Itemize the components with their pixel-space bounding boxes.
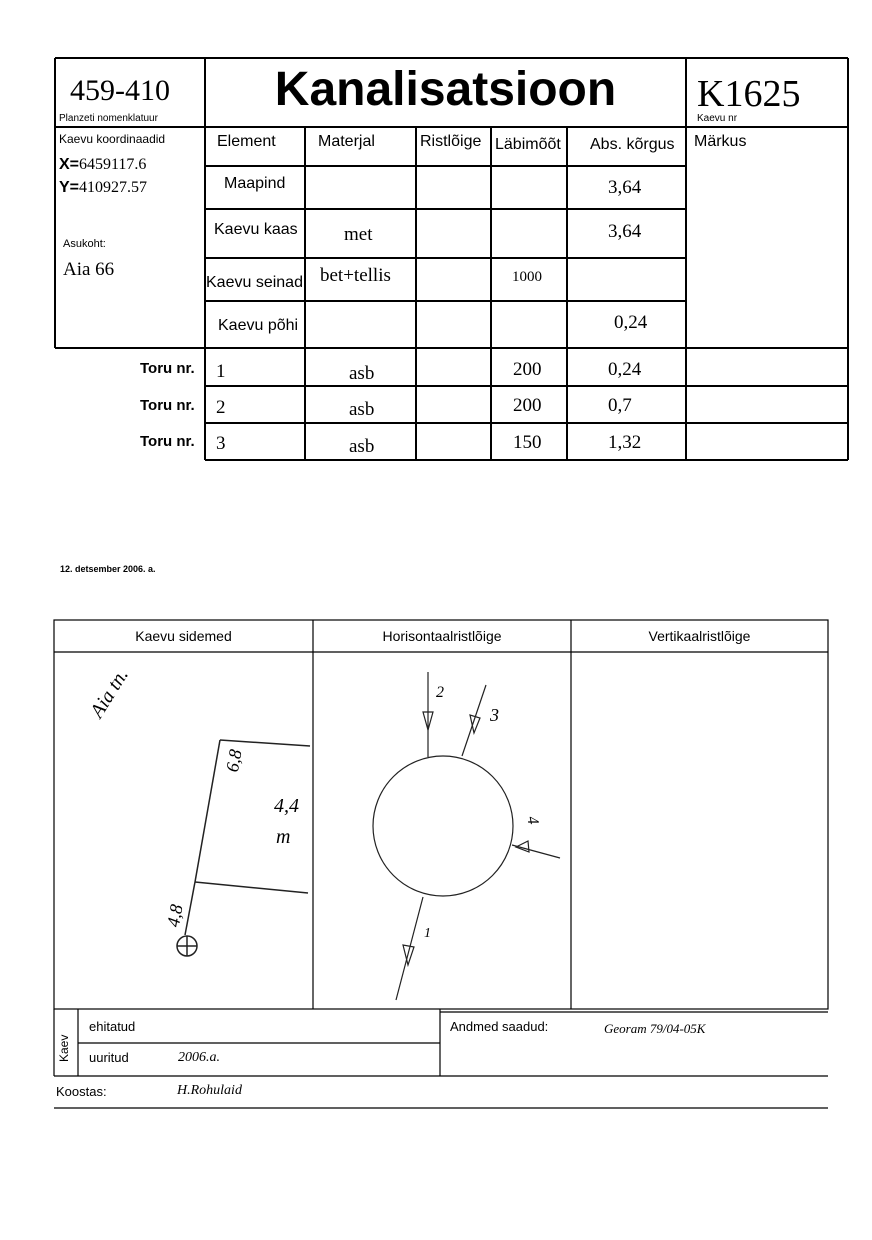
col-material: Materjal <box>318 133 375 150</box>
surveyed-value: 2006.a. <box>178 1050 220 1065</box>
location-label: Asukoht: <box>63 238 106 250</box>
row-element: Kaevu kaas <box>214 221 298 238</box>
pipe-label-1: 1 <box>424 926 431 941</box>
nomenclature-label: Planzeti nomenklatuur <box>59 113 158 124</box>
row-element: Maapind <box>224 175 286 192</box>
col-section: Ristlõige <box>420 133 482 150</box>
pipe-label: Toru nr. <box>140 397 195 414</box>
pipe-diameter: 200 <box>513 395 542 416</box>
coord-x-value: 6459117.6 <box>79 156 147 173</box>
distance-44: 4,4 <box>274 795 299 817</box>
surveyed-label: uuritud <box>89 1050 129 1065</box>
section-drawing <box>373 672 560 1000</box>
pipe-material: asb <box>349 436 375 457</box>
row-material: met <box>344 224 373 245</box>
pipe-diameter: 150 <box>513 432 542 453</box>
coord-x <box>59 156 146 174</box>
col-diameter: Läbimõõt <box>495 136 561 153</box>
pipe-label: Toru nr. <box>140 433 195 450</box>
unit-m: m <box>276 826 291 848</box>
row-elevation: 3,64 <box>608 221 642 242</box>
source-label: Andmed saadud: <box>450 1019 549 1034</box>
coord-y-label: Y= <box>59 179 80 196</box>
coord-x-label: X= <box>59 156 80 173</box>
pipe-label-4: 4 <box>523 815 542 826</box>
col-notes: Märkus <box>694 133 747 150</box>
pipe-label: Toru nr. <box>140 360 195 377</box>
pipe-no: 3 <box>216 433 226 454</box>
street-annotation: Aia tn. <box>86 664 133 722</box>
location-value: Aia 66 <box>63 259 115 280</box>
author-label: Koostas: <box>56 1084 107 1099</box>
pipe-elevation: 0,7 <box>608 395 632 416</box>
page-title: Kanalisatsioon <box>274 63 617 116</box>
col-elevation: Abs. kõrgus <box>590 136 675 153</box>
pipe-no: 1 <box>216 361 226 382</box>
row-element: Kaevu seinad <box>206 274 303 291</box>
row-element: Kaevu põhi <box>218 317 299 334</box>
well-number: K1625 <box>697 73 801 115</box>
nomenclature-value: 459-410 <box>70 74 170 107</box>
coords-label: Kaevu koordinaadid <box>59 132 166 146</box>
coord-y <box>59 179 147 197</box>
kaev-label: Kaev <box>57 1034 71 1062</box>
coord-y-value: 410927.57 <box>79 179 148 196</box>
row-elevation: 3,64 <box>608 177 642 198</box>
pipe-material: asb <box>349 363 375 384</box>
pipe-material: asb <box>349 399 375 420</box>
pipe-diameter: 200 <box>513 359 542 380</box>
distance-48: 4,8 <box>163 902 187 929</box>
pipe-label-3: 3 <box>490 705 499 725</box>
row-material: bet+tellis <box>320 265 391 286</box>
sketch-col-horizontal: Horisontaalristlõige <box>382 628 502 644</box>
sketch-col-links: Kaevu sidemed <box>135 628 232 644</box>
author-value: H.Rohulaid <box>177 1083 242 1098</box>
sketch-col-vertical: Vertikaalristlõige <box>648 628 751 644</box>
row-elevation: 0,24 <box>614 312 648 333</box>
built-label: ehitatud <box>89 1019 136 1034</box>
source-value: Georam 79/04-05K <box>604 1021 706 1036</box>
distance-68: 6,8 <box>222 747 246 774</box>
document-date: 12. detsember 2006. a. <box>60 564 156 574</box>
well-number-label: Kaevu nr <box>697 113 738 124</box>
pipe-elevation: 1,32 <box>608 432 642 453</box>
pipe-elevation: 0,24 <box>608 359 642 380</box>
pipe-label-2: 2 <box>436 684 444 701</box>
row-diameter: 1000 <box>512 269 542 285</box>
pipe-no: 2 <box>216 397 226 418</box>
col-element: Element <box>217 133 276 150</box>
